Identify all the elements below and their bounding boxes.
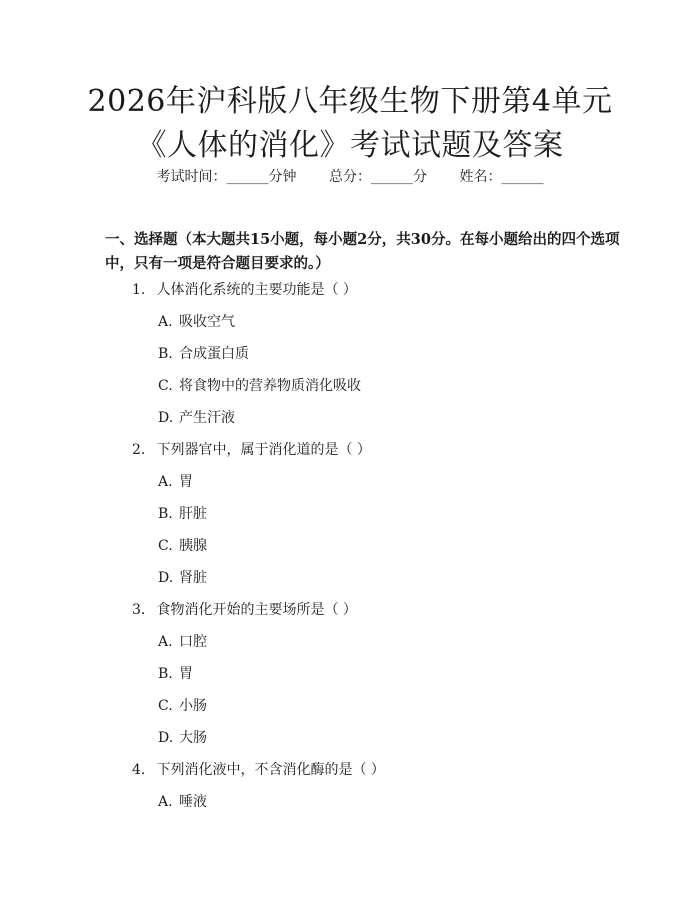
option-text: 胃 — [179, 666, 193, 682]
option-label: A. — [158, 474, 173, 490]
question-number: 1. — [132, 282, 146, 298]
option-label: B. — [158, 666, 173, 682]
option-1d — [158, 407, 235, 429]
question-text: 食物消化开始的主要场所是（ ） — [156, 602, 357, 618]
option-3b — [158, 663, 193, 685]
option-label: B. — [158, 506, 173, 522]
question-3 — [132, 599, 357, 621]
question-text: 人体消化系统的主要功能是（ ） — [156, 282, 357, 298]
option-text: 肾脏 — [179, 570, 207, 586]
document-title: 2026年沪科版八年级生物下册第4单元《人体的消化》考试试题及答案 — [87, 84, 613, 163]
option-4a — [158, 791, 207, 813]
total-score-field: 总分：______分 — [329, 169, 427, 185]
option-label: C. — [158, 698, 173, 714]
option-label: D. — [158, 410, 174, 426]
option-text: 口腔 — [179, 634, 207, 650]
option-label: A. — [158, 634, 173, 650]
question-text: 下列器官中，属于消化道的是（ ） — [156, 442, 371, 458]
option-1a — [158, 311, 235, 333]
question-number: 2. — [132, 442, 146, 458]
option-1c — [158, 375, 361, 397]
option-label: D. — [158, 730, 174, 746]
option-text: 胰腺 — [179, 538, 207, 554]
option-label: B. — [158, 346, 173, 362]
option-2d — [158, 567, 207, 589]
option-2c — [158, 535, 207, 557]
option-text: 产生汗液 — [179, 410, 235, 426]
section-heading: 一、选择题（本大题共15小题，每小题2分，共30分。在每小题给出的四个选项中，只有一项是符合题目要求的。） — [105, 231, 620, 272]
option-text: 大肠 — [179, 730, 207, 746]
option-label: D. — [158, 570, 174, 586]
exam-time-field: 考试时间：______分钟 — [156, 169, 297, 185]
option-3c — [158, 695, 207, 717]
question-text: 下列消化液中，不含消化酶的是（ ） — [156, 762, 385, 778]
option-text: 小肠 — [179, 698, 207, 714]
option-text: 吸收空气 — [179, 314, 235, 330]
option-text: 肝脏 — [179, 506, 207, 522]
question-2 — [132, 439, 371, 461]
option-2b — [158, 503, 207, 525]
option-1b — [158, 343, 249, 365]
option-label: A. — [158, 314, 173, 330]
option-text: 将食物中的营养物质消化吸收 — [179, 378, 361, 394]
option-text: 唾液 — [179, 794, 207, 810]
option-label: A. — [158, 794, 173, 810]
student-name-field: 姓名：______ — [459, 169, 544, 185]
question-number: 3. — [132, 602, 146, 618]
option-text: 合成蛋白质 — [179, 346, 249, 362]
question-1 — [132, 279, 357, 301]
exam-meta-line — [0, 166, 700, 188]
question-4 — [132, 759, 385, 781]
option-3a — [158, 631, 207, 653]
option-3d — [158, 727, 207, 749]
option-label: C. — [158, 538, 173, 554]
option-2a — [158, 471, 193, 493]
option-text: 胃 — [179, 474, 193, 490]
question-number: 4. — [132, 762, 146, 778]
option-label: C. — [158, 378, 173, 394]
